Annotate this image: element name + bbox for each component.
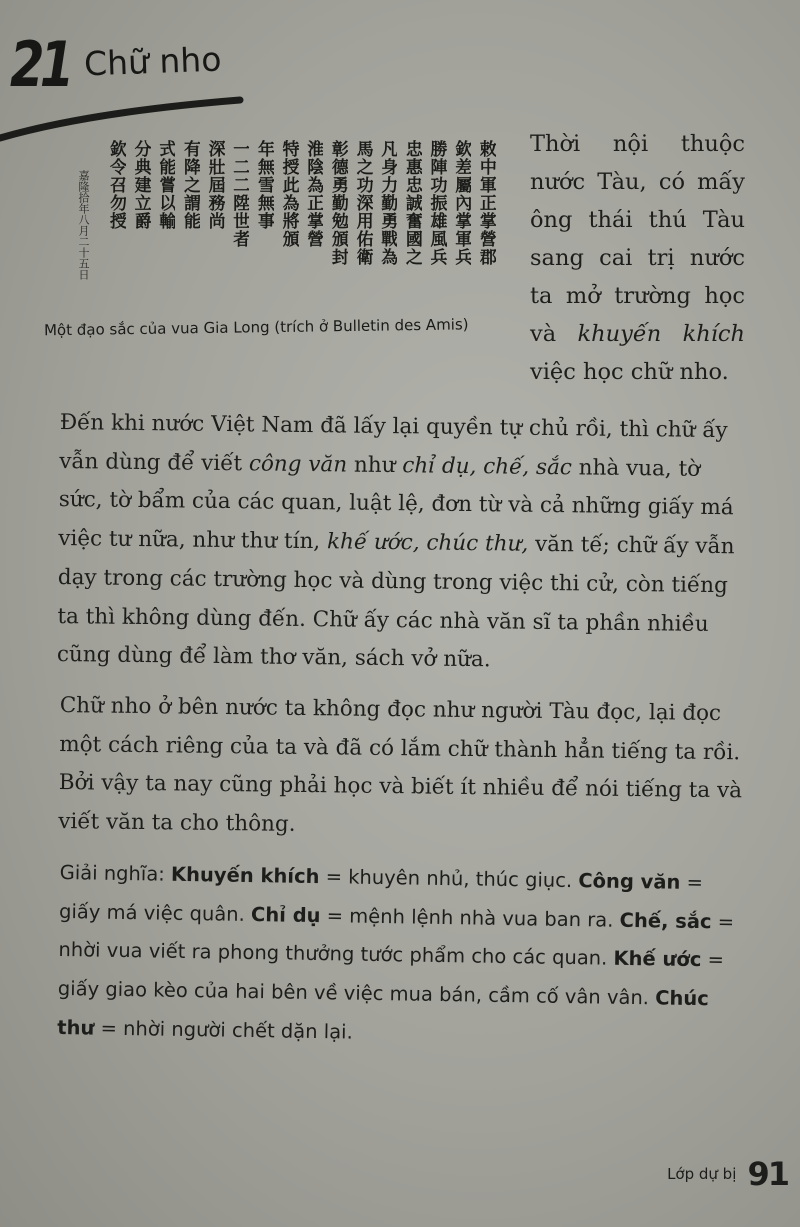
glossary-definition: = khuyên nhủ, thúc giục. — [319, 864, 579, 892]
main-text — [56, 404, 750, 1047]
decree-column: 欽令召勿授 — [106, 140, 126, 230]
decree-column: 一二二陞世者 — [229, 140, 250, 248]
decree-seal: 嘉隆拾年八月二十五日 — [77, 170, 90, 280]
glossary-term: Chế, sắc — [619, 908, 712, 933]
section-label: Lớp dự bị — [667, 1165, 737, 1183]
decree-column: 欽差屬內掌軍兵 — [451, 140, 472, 266]
decree-column: 式能嘗以輸 — [155, 140, 176, 230]
glossary — [57, 854, 750, 1058]
decree-figure — [40, 130, 500, 390]
term-chi-du-che-sac: chỉ dụ, chế, sắc — [402, 452, 573, 480]
decree-column: 彰德勇勤勉頒封 — [327, 140, 348, 266]
intro-line: ông thái thú Tàu — [530, 207, 745, 233]
decree-image — [106, 140, 496, 320]
paragraph-1-text: Đến khi nước Việt Nam đã lấy lại quyền tự chủ rồi, thì chữ ấy vẫn dùng để viết — [59, 409, 728, 477]
decree-column: 敕中軍正掌營郡 — [475, 140, 496, 266]
intro-text — [530, 125, 745, 391]
intro-line: việc học chữ nho. — [530, 359, 729, 385]
glossary-definition: = giấy giao kèo của hai bên về việc mua bán, cầm cố vân vân. — [57, 948, 725, 1010]
glossary-term: Khế ước — [613, 946, 702, 972]
intro-word: và — [530, 321, 557, 347]
paragraph-1-text: nhà vua, tờ sức, tờ bẩm của các quan, luật lệ, đơn từ và cả những giấy má việc tư nữa, như thư tín, — [58, 454, 734, 555]
glossary-definition: = nhời người chết dặn lại. — [94, 1016, 353, 1044]
decree-column: 深壯屆務尚 — [204, 140, 225, 230]
decree-column: 有降之謂能 — [179, 140, 200, 230]
chapter-title: Chữ nho — [83, 39, 223, 84]
decree-column: 年無雪無事 — [253, 140, 274, 230]
paragraph-1 — [57, 404, 750, 683]
glossary-term: Chúc thư — [57, 986, 710, 1040]
decree-column: 淮陰為正掌營 — [303, 140, 324, 248]
figure-caption: Một đạo sắc của vua Gia Long (trích ở Bulletin des Amis) — [43, 315, 469, 340]
glossary-definition: = mệnh lệnh nhà vua ban ra. — [320, 903, 620, 932]
paragraph-2: Chữ nho ở bên nước ta không đọc như người Tàu đọc, lại đọc một cách riêng của ta và đã có lắm chữ thành hẳn tiếng ta rồi. Bởi vậy ta nay cũng phải học và biết ít nhiều để nói tiếng ta và viết văn ta cho thông. — [58, 692, 743, 837]
intro-line: sang cai trị nước — [530, 245, 745, 271]
decree-column: 忠惠忠誠奮國之 — [401, 140, 422, 266]
glossary-heading: Giải nghĩa: — [59, 860, 166, 886]
term-khe-uoc-chuc-thu: khế ước, chúc thư, — [326, 529, 529, 557]
page-footer — [667, 1155, 788, 1193]
chapter-number: 21 — [10, 28, 70, 101]
glossary-definition: = nhời vua viết ra phong thưởng tước phẩm cho các quan. — [58, 909, 735, 970]
decree-column: 馬之功深用佑衛 — [352, 140, 373, 266]
term-cong-van: công văn — [248, 451, 348, 478]
paragraph-1-text: văn tế; chữ ấy vẫn dạy trong các trường học và dùng trong việc thi cử, còn tiếng ta thì không dùng đến. Chữ ấy các nhà văn sĩ ta phần nhiều cũng dùng để làm thơ văn, sách vở nữa. — [56, 531, 735, 673]
glossary-definition: = giấy má việc quân. — [58, 870, 704, 926]
paragraph-1-text: như — [346, 452, 403, 478]
decree-column: 分典建立爵 — [130, 140, 151, 230]
decree-column: 凡身力勤勇戰為 — [377, 140, 398, 266]
glossary-term: Khuyến khích — [170, 862, 320, 888]
decree-column: 特授此為將頒 — [278, 140, 299, 248]
intro-line: ta mở trường học — [530, 283, 745, 309]
page-number: 91 — [747, 1155, 788, 1193]
intro-line: nước Tàu, có mấy — [530, 169, 745, 195]
glossary-term: Chỉ dụ — [250, 902, 321, 927]
glossary-term: Công văn — [578, 868, 681, 894]
intro-line: Thời nội thuộc — [530, 131, 745, 157]
intro-line — [530, 315, 745, 353]
decree-column: 勝陣功振雄風兵 — [426, 140, 447, 266]
intro-emphasis: khuyến khích — [577, 321, 745, 347]
